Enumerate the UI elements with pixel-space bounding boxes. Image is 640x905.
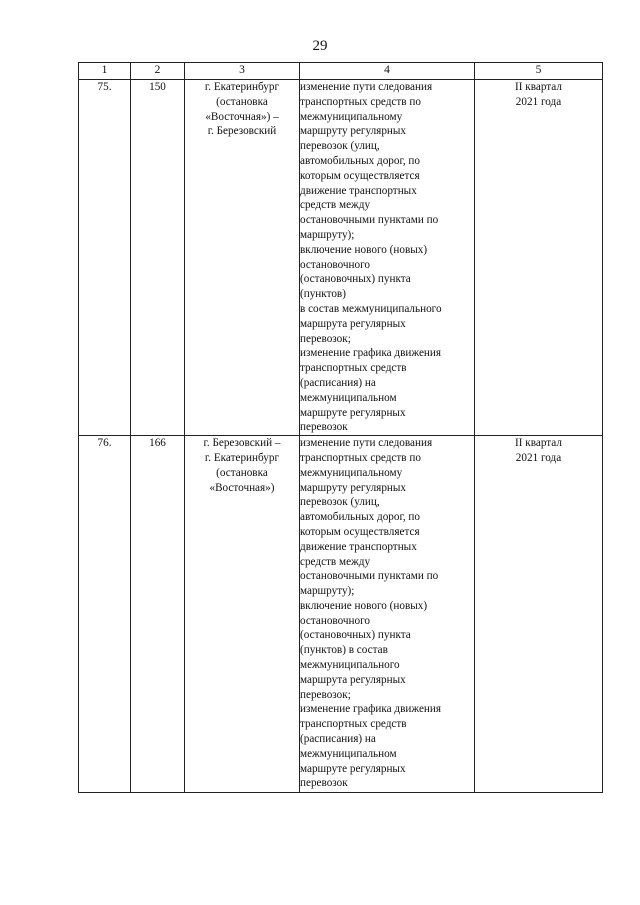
cell-text-line: II квартал bbox=[515, 437, 562, 450]
cell-text-line: которым осуществляется bbox=[300, 525, 420, 538]
row-index-cell: 75. bbox=[79, 80, 131, 436]
cell-text-line: транспортных средств bbox=[300, 718, 407, 731]
cell-text-line: изменение графика движения bbox=[300, 703, 442, 716]
cell-text-line: маршрута регулярных bbox=[300, 673, 406, 686]
route-cell bbox=[185, 436, 300, 793]
cell-text-line: маршруту); bbox=[300, 585, 355, 598]
cell-text-line: маршрута регулярных bbox=[300, 317, 406, 330]
cell-text-line: перевозок bbox=[300, 777, 348, 790]
cell-text-line: (остановка bbox=[216, 95, 268, 108]
cell-text-line: г. Екатеринбург bbox=[204, 81, 280, 93]
cell-text-line: перевозок; bbox=[300, 332, 351, 345]
cell-text-line: которым осуществляется bbox=[300, 169, 420, 182]
table-header-row bbox=[79, 63, 603, 80]
cell-text-line: межмуниципальном bbox=[300, 747, 397, 760]
cell-text-line: перевозок (улиц, bbox=[300, 140, 380, 153]
cell-text-line: остановочными пунктами по bbox=[300, 214, 439, 227]
cell-text-line: межмуниципальному bbox=[300, 466, 403, 479]
route-number-cell: 166 bbox=[131, 436, 185, 793]
cell-text-line: г. Екатеринбург bbox=[204, 451, 280, 464]
cell-text-line: 2021 года bbox=[515, 95, 562, 108]
date-cell bbox=[475, 80, 603, 436]
cell-text-line: маршруте регулярных bbox=[300, 406, 406, 419]
cell-text-line: перевозок bbox=[300, 421, 348, 434]
cell-text-line: «Восточная») bbox=[209, 481, 275, 494]
row-index-cell: 76. bbox=[79, 436, 131, 793]
cell-text-line: в состав межмуниципального bbox=[300, 302, 442, 315]
page-number: 29 bbox=[312, 38, 328, 54]
cell-text-line: (остановочных) пункта bbox=[300, 629, 411, 642]
cell-text-line: остановочного bbox=[300, 258, 371, 271]
description-cell bbox=[300, 80, 475, 436]
cell-text-line: (расписания) на bbox=[300, 733, 376, 746]
description-cell bbox=[300, 436, 475, 793]
cell-text-line: средств между bbox=[300, 199, 371, 212]
column-header-3: 3 bbox=[185, 63, 300, 80]
route-number-cell: 150 bbox=[131, 80, 185, 436]
document-table bbox=[78, 62, 603, 793]
cell-text-line: включение нового (новых) bbox=[300, 243, 428, 256]
column-header-1: 1 bbox=[79, 63, 131, 80]
cell-text-line: межмуниципальному bbox=[300, 110, 403, 123]
cell-text-line: движение транспортных bbox=[300, 184, 417, 197]
cell-text-line: (пунктов) bbox=[300, 288, 346, 301]
cell-text-line: транспортных средств по bbox=[300, 95, 421, 108]
cell-text-line: остановочными пунктами по bbox=[300, 570, 439, 583]
cell-text-line: «Восточная») – bbox=[205, 110, 279, 123]
cell-text-line: (пунктов) в состав bbox=[300, 644, 388, 657]
cell-text-line: II квартал bbox=[515, 81, 562, 93]
table-row bbox=[79, 436, 603, 793]
cell-text-line: остановочного bbox=[300, 614, 371, 627]
cell-text-line: автомобильных дорог, по bbox=[300, 154, 420, 167]
column-header-4: 4 bbox=[300, 63, 475, 80]
cell-text-line: маршруту регулярных bbox=[300, 125, 407, 138]
cell-text-line: перевозок (улиц, bbox=[300, 496, 380, 509]
cell-text-line: г. Березовский – bbox=[203, 437, 281, 450]
route-cell bbox=[185, 80, 300, 436]
cell-text-line: транспортных средств bbox=[300, 362, 407, 375]
cell-text-line: маршруту регулярных bbox=[300, 481, 407, 494]
cell-text-line: маршруте регулярных bbox=[300, 762, 406, 775]
cell-text-line: средств между bbox=[300, 555, 371, 568]
cell-text-line: изменение пути следования bbox=[300, 81, 433, 93]
cell-text-line: автомобильных дорог, по bbox=[300, 511, 420, 524]
cell-text-line: маршруту); bbox=[300, 228, 355, 241]
cell-text-line: транспортных средств по bbox=[300, 451, 421, 464]
cell-text-line: перевозок; bbox=[300, 688, 351, 701]
cell-text-line: движение транспортных bbox=[300, 540, 417, 553]
cell-text-line: межмуниципальном bbox=[300, 391, 397, 404]
cell-text-line: изменение пути следования bbox=[300, 437, 433, 450]
table-row bbox=[79, 80, 603, 436]
cell-text-line: (остановочных) пункта bbox=[300, 273, 411, 286]
cell-text-line: включение нового (новых) bbox=[300, 599, 428, 612]
column-header-2: 2 bbox=[131, 63, 185, 80]
date-cell bbox=[475, 436, 603, 793]
cell-text-line: г. Березовский bbox=[207, 125, 277, 138]
cell-text-line: (остановка bbox=[216, 466, 268, 479]
cell-text-line: 2021 года bbox=[515, 451, 562, 464]
column-header-5: 5 bbox=[475, 63, 603, 80]
cell-text-line: изменение графика движения bbox=[300, 347, 442, 360]
cell-text-line: межмуниципального bbox=[300, 659, 400, 672]
cell-text-line: (расписания) на bbox=[300, 376, 376, 389]
